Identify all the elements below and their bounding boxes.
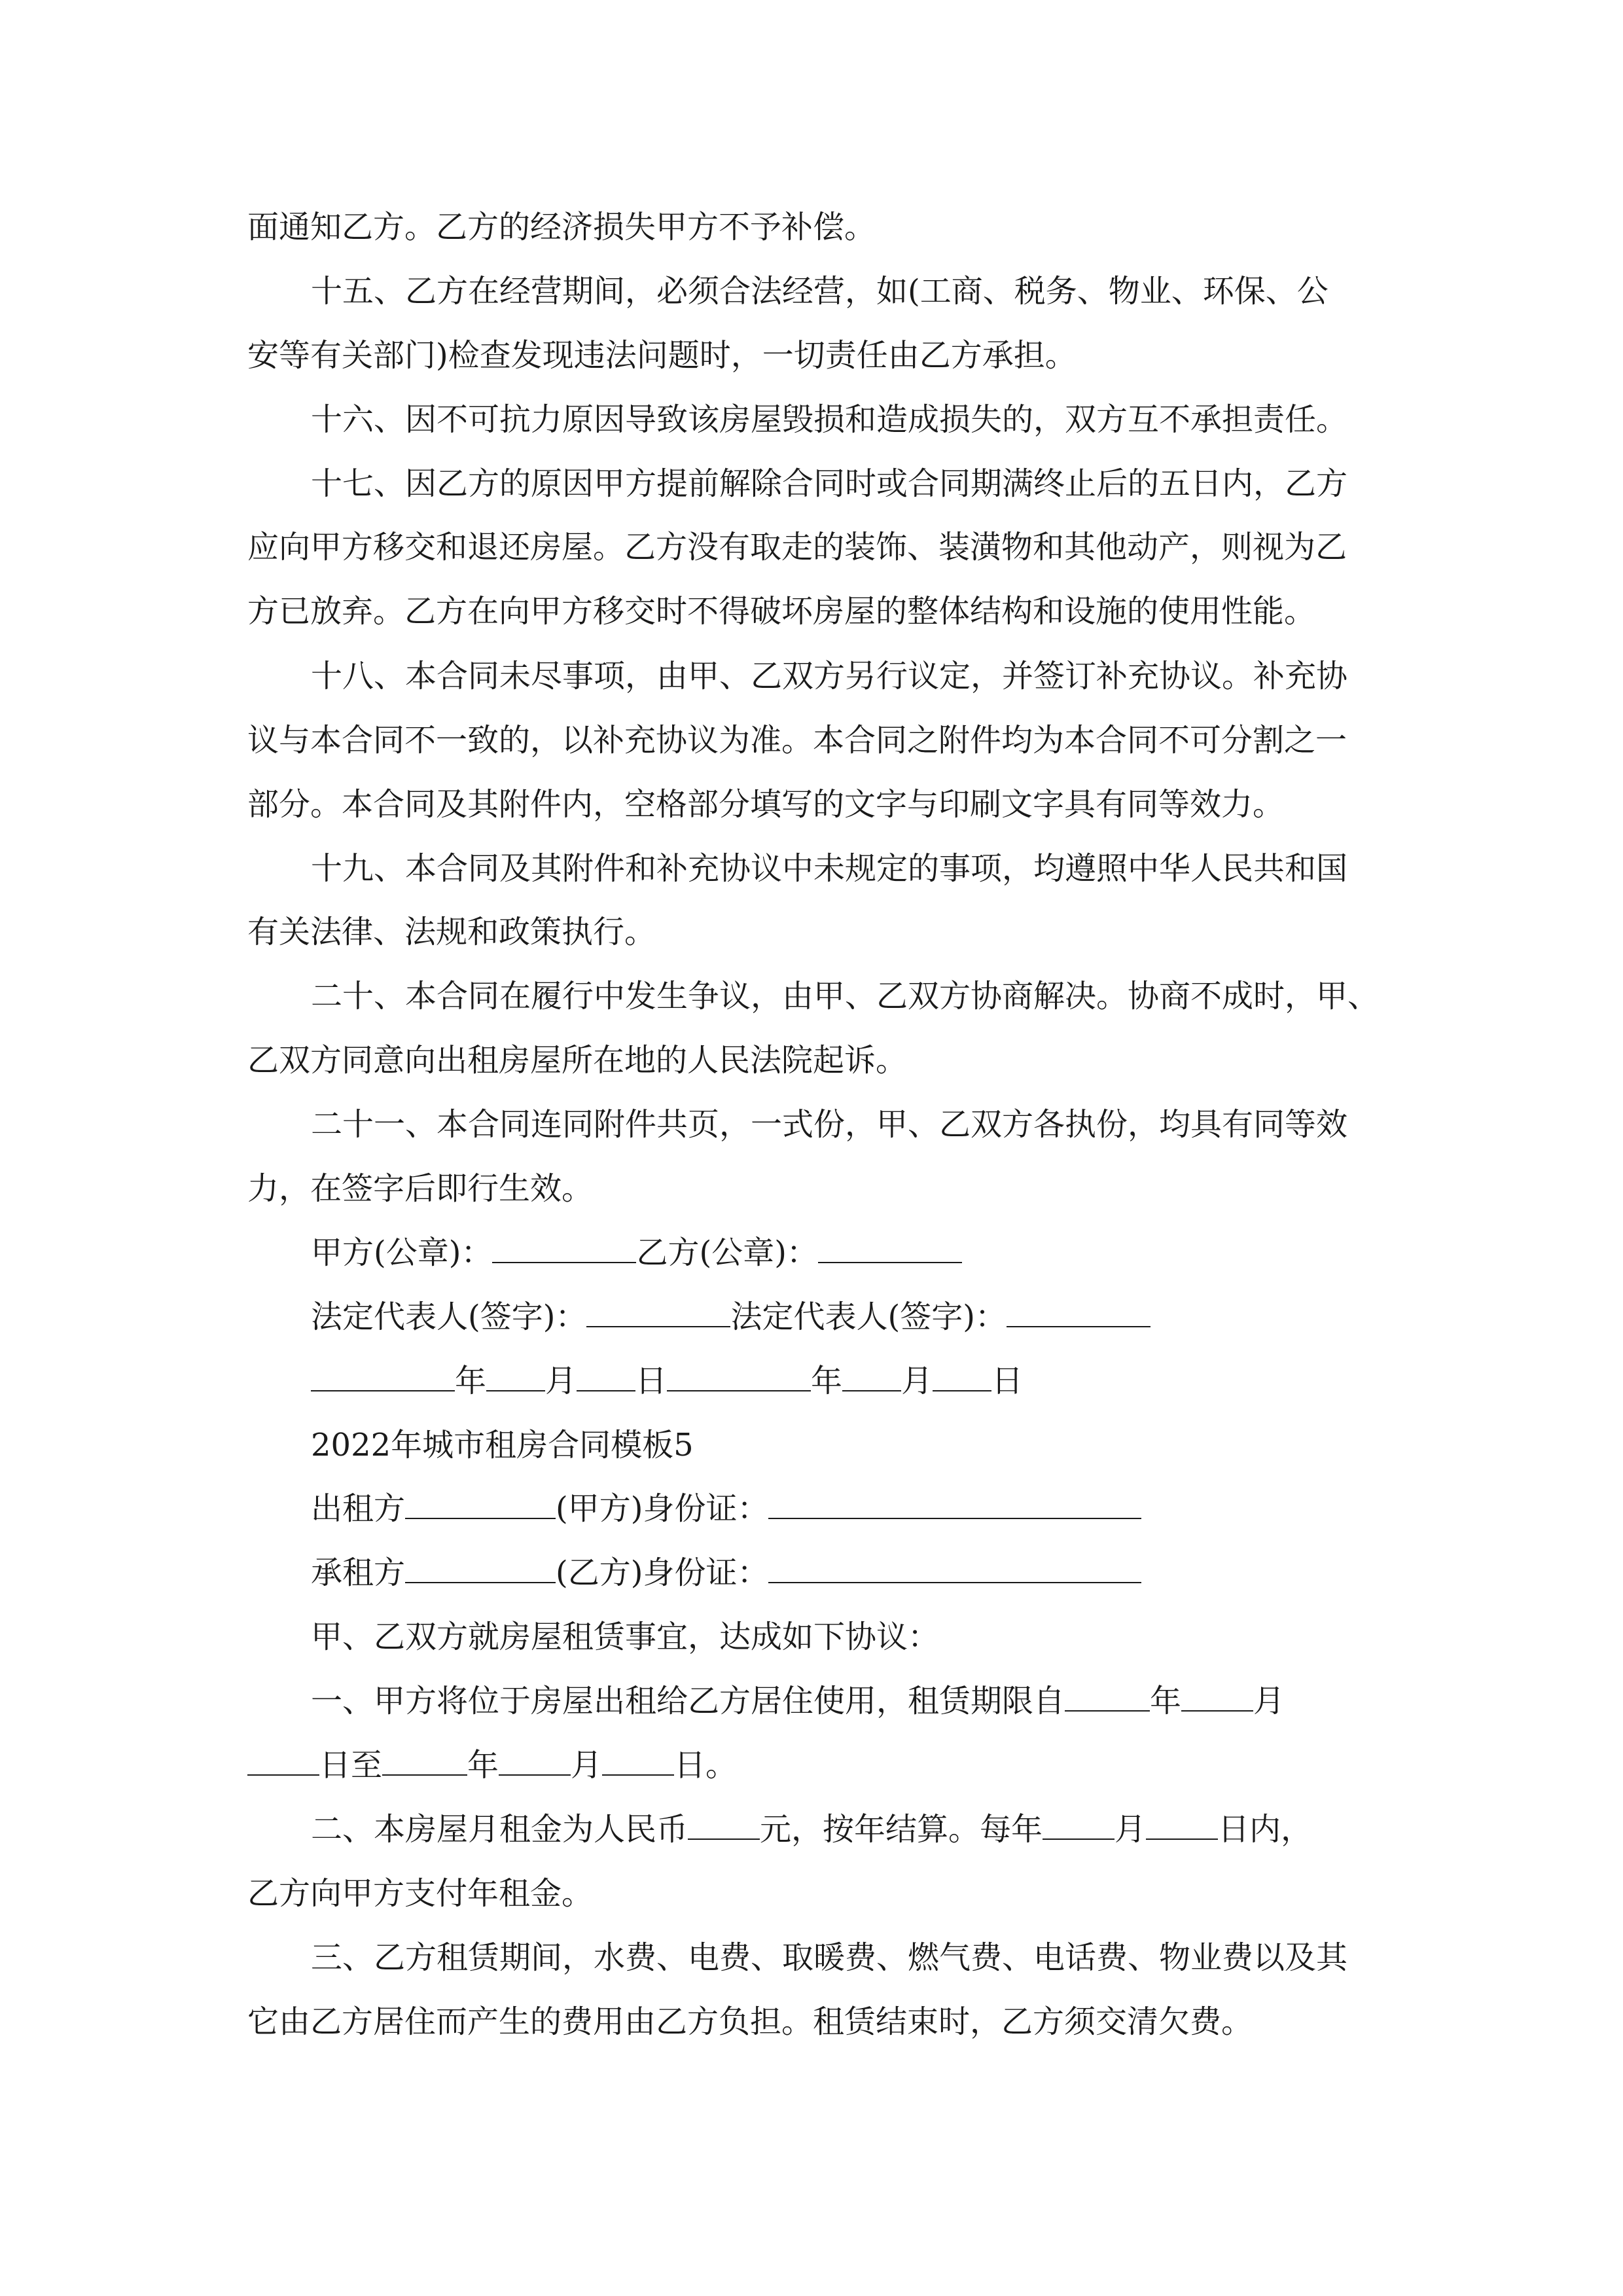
day-blank [577, 1364, 635, 1391]
template-title: 2022年城市租房合同模板5 [311, 1427, 694, 1463]
rep-a-label: 法定代表人(签字)： [311, 1299, 587, 1335]
lessor-label: 出租方 [311, 1490, 406, 1527]
text-line: 三、乙方租赁期间，水费、电费、取暖费、燃气费、电话费、物业费以及其 [311, 1939, 1348, 1976]
lessor-line [0, 1486, 1623, 1532]
pay-day-blank [1146, 1812, 1218, 1840]
rep-b-blank [1007, 1300, 1150, 1327]
text-line: 乙双方同意向出租房屋所在地的人民法院起诉。 [247, 1042, 908, 1079]
clause1-text: 一、甲方将位于房屋出租给乙方居住使用，租赁期限自 [311, 1683, 1065, 1719]
lessee-line [0, 1550, 1623, 1596]
text-line: 十六、因不可抗力原因导致该房屋毁损和造成损失的，双方互不承担责任。 [311, 401, 1348, 438]
day-label: 日 [991, 1363, 1024, 1399]
seal-line [0, 1230, 1623, 1276]
date-line [0, 1358, 1623, 1404]
rent-amount-blank [688, 1812, 760, 1840]
year-label: 年 [455, 1363, 487, 1399]
text-line: 安等有关部门)检查发现违法问题时，一切责任由乙方承担。 [247, 337, 1077, 374]
party-b-seal-label: 乙方(公章)： [636, 1234, 818, 1271]
year-label: 年 [467, 1747, 499, 1784]
representative-line [0, 1294, 1623, 1340]
text-line: 议与本合同不一致的，以补充协议为准。本合同之附件均为本合同不可分割之一 [247, 722, 1347, 759]
party-a-seal-blank [492, 1236, 636, 1263]
month-blank [486, 1364, 545, 1391]
within-label: 日内， [1218, 1811, 1313, 1848]
rep-a-blank [586, 1300, 730, 1327]
lessee-label: 承租方 [311, 1554, 406, 1591]
text-line: 乙方向甲方支付年租金。 [247, 1875, 594, 1912]
text-line: 十九、本合同及其附件和补充协议中未规定的事项，均遵照中华人民共和国 [311, 850, 1348, 887]
text-line: 部分。本合同及其附件内，空格部分填写的文字与印刷文字具有同等效力。 [247, 786, 1285, 823]
clause2-text: 二、本房屋月租金为人民币 [311, 1811, 688, 1848]
pay-month-blank [1043, 1812, 1115, 1840]
year-label: 年 [811, 1363, 843, 1399]
text-line: 二十、本合同在履行中发生争议，由甲、乙双方协商解决。协商不成时，甲、 [311, 978, 1380, 1014]
text-line: 十八、本合同未尽事项，由甲、乙双方另行议定，并签订补充协议。补充协 [311, 658, 1348, 694]
text-line: 十七、因乙方的原因甲方提前解除合同时或合同期满终止后的五日内，乙方 [311, 465, 1348, 502]
text-line: 二十一、本合同连同附件共页，一式份，甲、乙双方各执份，均具有同等效 [311, 1106, 1348, 1143]
clause1-line-2 [0, 1742, 1623, 1788]
lessee-id-blank [768, 1556, 1141, 1583]
start-month-blank [1181, 1684, 1253, 1712]
text-line: 力，在签字后即行生效。 [247, 1170, 594, 1207]
lessor-name-blank [405, 1492, 556, 1519]
lessee-id-label: (乙方)身份证： [556, 1554, 769, 1591]
party-b-seal-blank [818, 1236, 962, 1263]
day-blank [933, 1364, 991, 1391]
end-month-blank [499, 1748, 571, 1776]
month-label: 月 [901, 1363, 933, 1399]
month-label: 月 [1115, 1811, 1147, 1848]
rep-b-label: 法定代表人(签字)： [730, 1299, 1007, 1335]
clause1-line [0, 1678, 1623, 1724]
day-end-label: 日。 [674, 1747, 738, 1784]
party-a-seal-label: 甲方(公章)： [311, 1234, 493, 1271]
end-day-blank [602, 1748, 674, 1776]
month-label: 月 [1253, 1683, 1285, 1719]
text-line: 它由乙方居住而产生的费用由乙方负担。租赁结束时，乙方须交清欠费。 [247, 2003, 1253, 2040]
text-line: 有关法律、法规和政策执行。 [247, 914, 656, 950]
clause2-line [0, 1806, 1623, 1852]
lessor-id-label: (甲方)身份证： [556, 1490, 769, 1527]
end-year-blank [382, 1748, 467, 1776]
text-line: 应向甲方移交和退还房屋。乙方没有取走的装饰、装潢物和其他动产，则视为乙 [247, 529, 1347, 565]
day-to-label: 日至 [319, 1747, 383, 1784]
text-line: 方已放弃。乙方在向甲方移交时不得破坏房屋的整体结构和设施的使用性能。 [247, 593, 1316, 630]
year-blank [311, 1364, 455, 1391]
month-label: 月 [571, 1747, 603, 1784]
start-day-blank [247, 1748, 319, 1776]
year-label: 年 [1150, 1683, 1182, 1719]
text-line: 面通知乙方。乙方的经济损失甲方不予补偿。 [247, 209, 876, 245]
month-label: 月 [545, 1363, 577, 1399]
text-line: 十五、乙方在经营期间，必须合法经营，如(工商、税务、物业、环保、公 [311, 273, 1329, 310]
day-label: 日 [635, 1363, 668, 1399]
month-blank [842, 1364, 901, 1391]
start-year-blank [1065, 1684, 1150, 1712]
lessee-name-blank [405, 1556, 556, 1583]
lessor-id-blank [768, 1492, 1141, 1519]
rent-unit-label: 元，按年结算。每年 [760, 1811, 1043, 1848]
text-line: 甲、乙双方就房屋租赁事宜，达成如下协议： [311, 1619, 940, 1655]
year-blank [667, 1364, 811, 1391]
